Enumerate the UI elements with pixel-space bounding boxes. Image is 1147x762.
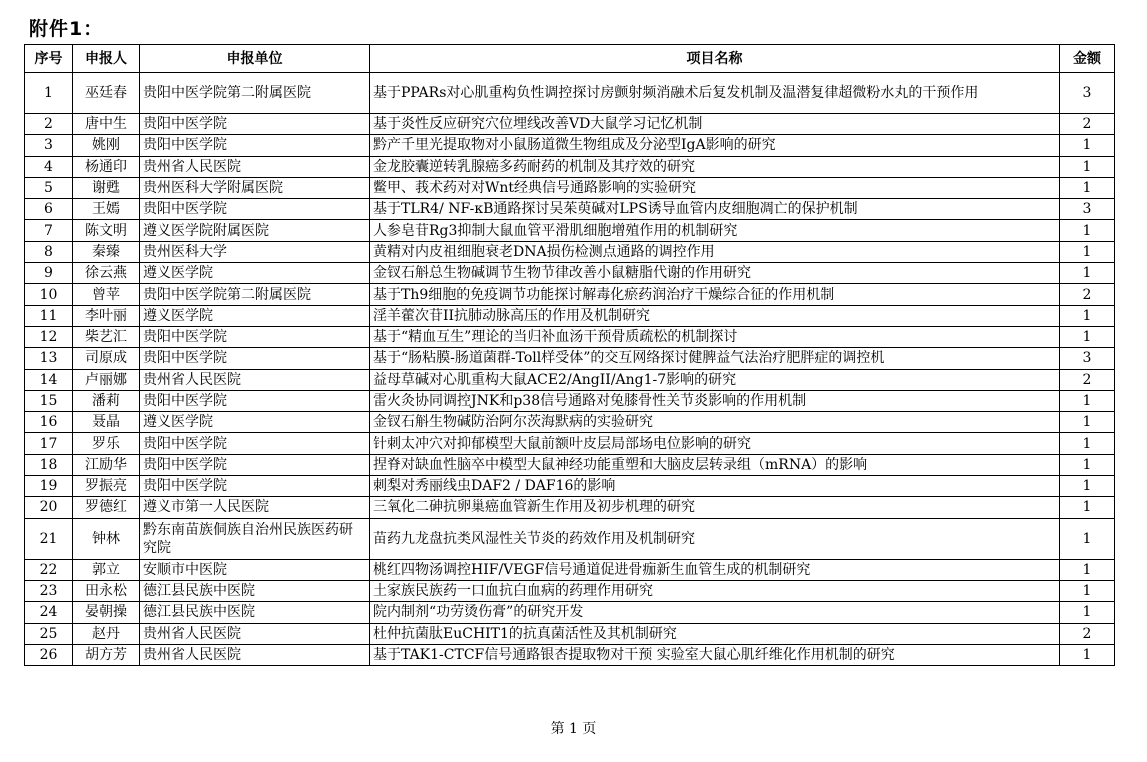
table-row	[25, 305, 1115, 326]
table-body	[25, 73, 1115, 666]
header-unit: 申报单位	[140, 45, 370, 73]
cell-applicant: 谢甦	[73, 177, 140, 198]
cell-no: 12	[25, 326, 73, 347]
table-row	[25, 135, 1115, 156]
cell-applicant: 田永松	[73, 580, 140, 601]
cell-unit: 贵阳中医学院	[140, 348, 370, 369]
cell-unit: 贵阳中医学院第二附属医院	[140, 284, 370, 305]
cell-project: 基于TAK1-CTCF信号通路银杏提取物对干预 实验室大鼠心肌纤维化作用机制的研究	[370, 644, 1060, 665]
cell-applicant: 司原成	[73, 348, 140, 369]
cell-amount: 3	[1060, 73, 1115, 114]
cell-no: 10	[25, 284, 73, 305]
cell-project: 杜仲抗菌肽EuCHIT1的抗真菌活性及其机制研究	[370, 623, 1060, 644]
table-row	[25, 390, 1115, 411]
cell-amount: 1	[1060, 177, 1115, 198]
page-number: 第 1 页	[550, 721, 597, 737]
cell-unit: 贵阳中医学院第二附属医院	[140, 73, 370, 114]
cell-no: 20	[25, 497, 73, 518]
cell-amount: 2	[1060, 369, 1115, 390]
cell-project: 刺梨对秀丽线虫DAF2 / DAF16的影响	[370, 476, 1060, 497]
cell-applicant: 曾苹	[73, 284, 140, 305]
cell-unit: 遵义医学院	[140, 263, 370, 284]
cell-applicant: 聂晶	[73, 412, 140, 433]
cell-unit: 贵阳中医学院	[140, 454, 370, 475]
cell-applicant: 姚刚	[73, 135, 140, 156]
cell-applicant: 柴艺汇	[73, 326, 140, 347]
cell-applicant: 胡方芳	[73, 644, 140, 665]
cell-project: 基于TLR4/ NF-κB通路探讨吴茱萸碱对LPS诱导血管内皮细胞凋亡的保护机制	[370, 199, 1060, 220]
cell-project: 鳖甲、莪术药对对Wnt经典信号通路影响的实验研究	[370, 177, 1060, 198]
cell-amount: 1	[1060, 497, 1115, 518]
cell-project: 基于Th9细胞的免疫调节功能探讨解毒化瘀药润治疗干燥综合征的作用机制	[370, 284, 1060, 305]
cell-no: 17	[25, 433, 73, 454]
cell-unit: 贵州省人民医院	[140, 644, 370, 665]
cell-no: 23	[25, 580, 73, 601]
cell-applicant: 郭立	[73, 559, 140, 580]
cell-project: 淫羊藿次苷II抗肺动脉高压的作用及机制研究	[370, 305, 1060, 326]
table-row	[25, 602, 1115, 623]
cell-unit: 贵州省人民医院	[140, 369, 370, 390]
cell-unit: 德江县民族中医院	[140, 602, 370, 623]
cell-amount: 1	[1060, 580, 1115, 601]
cell-project: 苗药九龙盘抗类风湿性关节炎的药效作用及机制研究	[370, 518, 1060, 559]
table-row	[25, 73, 1115, 114]
cell-applicant: 李叶丽	[73, 305, 140, 326]
table-row	[25, 263, 1115, 284]
cell-amount: 1	[1060, 156, 1115, 177]
table-row	[25, 518, 1115, 559]
table-row	[25, 580, 1115, 601]
cell-project: 捏脊对缺血性脑卒中模型大鼠神经功能重塑和大脑皮层转录组（mRNA）的影响	[370, 454, 1060, 475]
cell-applicant: 罗德红	[73, 497, 140, 518]
header-amount: 金额	[1060, 45, 1115, 73]
cell-no: 7	[25, 220, 73, 241]
cell-project: 基于“肠粘膜-肠道菌群-Toll样受体”的交互网络探讨健脾益气法治疗肥胖症的调控机	[370, 348, 1060, 369]
cell-unit: 贵州医科大学	[140, 241, 370, 262]
cell-project: 金龙胶囊逆转乳腺癌多药耐药的机制及其疗效的研究	[370, 156, 1060, 177]
cell-unit: 贵州省人民医院	[140, 623, 370, 644]
cell-applicant: 潘莉	[73, 390, 140, 411]
project-table	[24, 44, 1115, 666]
cell-no: 1	[25, 73, 73, 114]
cell-applicant: 唐中生	[73, 114, 140, 135]
table-row	[25, 497, 1115, 518]
cell-unit: 遵义医学院附属医院	[140, 220, 370, 241]
document-heading: 附件1：	[29, 18, 104, 40]
cell-no: 24	[25, 602, 73, 623]
cell-no: 18	[25, 454, 73, 475]
cell-applicant: 卢丽娜	[73, 369, 140, 390]
cell-project: 院内制剂“功劳烫伤膏”的研究开发	[370, 602, 1060, 623]
cell-applicant: 赵丹	[73, 623, 140, 644]
cell-no: 11	[25, 305, 73, 326]
header-no: 序号	[25, 45, 73, 73]
cell-project: 雷火灸协同调控JNK和p38信号通路对兔膝骨性关节炎影响的作用机制	[370, 390, 1060, 411]
cell-unit: 遵义医学院	[140, 305, 370, 326]
cell-no: 9	[25, 263, 73, 284]
cell-no: 25	[25, 623, 73, 644]
cell-amount: 1	[1060, 263, 1115, 284]
cell-no: 16	[25, 412, 73, 433]
cell-amount: 2	[1060, 284, 1115, 305]
cell-project: 桃红四物汤调控HIF/VEGF信号通道促进骨痂新生血管生成的机制研究	[370, 559, 1060, 580]
table-row	[25, 348, 1115, 369]
cell-unit: 德江县民族中医院	[140, 580, 370, 601]
cell-no: 3	[25, 135, 73, 156]
table-row	[25, 199, 1115, 220]
cell-project: 黔产千里光提取物对小鼠肠道微生物组成及分泌型IgA影响的研究	[370, 135, 1060, 156]
cell-applicant: 陈文明	[73, 220, 140, 241]
cell-amount: 1	[1060, 390, 1115, 411]
cell-no: 5	[25, 177, 73, 198]
header-project: 项目名称	[370, 45, 1060, 73]
cell-applicant: 罗乐	[73, 433, 140, 454]
header-applicant: 申报人	[73, 45, 140, 73]
cell-applicant: 徐云燕	[73, 263, 140, 284]
cell-unit: 贵阳中医学院	[140, 135, 370, 156]
cell-amount: 2	[1060, 114, 1115, 135]
cell-unit: 贵州医科大学附属医院	[140, 177, 370, 198]
cell-unit: 黔东南苗族侗族自治州民族医药研究院	[140, 518, 370, 559]
cell-amount: 2	[1060, 623, 1115, 644]
cell-no: 21	[25, 518, 73, 559]
cell-applicant: 秦臻	[73, 241, 140, 262]
table-header-row	[25, 45, 1115, 73]
cell-amount: 1	[1060, 220, 1115, 241]
cell-amount: 1	[1060, 518, 1115, 559]
cell-no: 6	[25, 199, 73, 220]
cell-no: 4	[25, 156, 73, 177]
table-row	[25, 623, 1115, 644]
cell-applicant: 巫廷春	[73, 73, 140, 114]
cell-project: 金钗石斛总生物碱调节生物节律改善小鼠糖脂代谢的作用研究	[370, 263, 1060, 284]
cell-unit: 贵阳中医学院	[140, 199, 370, 220]
cell-unit: 贵阳中医学院	[140, 476, 370, 497]
cell-unit: 遵义医学院	[140, 412, 370, 433]
cell-unit: 安顺市中医院	[140, 559, 370, 580]
table-row	[25, 412, 1115, 433]
cell-amount: 1	[1060, 433, 1115, 454]
cell-no: 8	[25, 241, 73, 262]
cell-project: 三氧化二砷抗卵巢癌血管新生作用及初步机理的研究	[370, 497, 1060, 518]
table-row	[25, 177, 1115, 198]
cell-amount: 1	[1060, 559, 1115, 580]
table-row	[25, 433, 1115, 454]
cell-applicant: 钟林	[73, 518, 140, 559]
cell-amount: 1	[1060, 241, 1115, 262]
cell-no: 22	[25, 559, 73, 580]
cell-amount: 3	[1060, 199, 1115, 220]
cell-amount: 1	[1060, 602, 1115, 623]
cell-amount: 1	[1060, 644, 1115, 665]
cell-no: 13	[25, 348, 73, 369]
cell-project: 基于“精血互生”理论的当归补血汤干预骨质疏松的机制探讨	[370, 326, 1060, 347]
cell-unit: 贵阳中医学院	[140, 326, 370, 347]
cell-unit: 贵阳中医学院	[140, 433, 370, 454]
table-row	[25, 114, 1115, 135]
cell-no: 26	[25, 644, 73, 665]
table-row	[25, 476, 1115, 497]
cell-applicant: 晏朝操	[73, 602, 140, 623]
cell-no: 15	[25, 390, 73, 411]
cell-applicant: 江励华	[73, 454, 140, 475]
table-row	[25, 220, 1115, 241]
cell-amount: 1	[1060, 305, 1115, 326]
cell-no: 2	[25, 114, 73, 135]
cell-applicant: 王嫣	[73, 199, 140, 220]
cell-applicant: 罗振亮	[73, 476, 140, 497]
cell-amount: 1	[1060, 135, 1115, 156]
cell-applicant: 杨通印	[73, 156, 140, 177]
cell-project: 针刺太冲穴对抑郁模型大鼠前额叶皮层局部场电位影响的研究	[370, 433, 1060, 454]
table-row	[25, 369, 1115, 390]
cell-amount: 3	[1060, 348, 1115, 369]
cell-amount: 1	[1060, 454, 1115, 475]
table-row	[25, 284, 1115, 305]
cell-project: 金钗石斛生物碱防治阿尔茨海默病的实验研究	[370, 412, 1060, 433]
cell-project: 基于炎性反应研究穴位埋线改善VD大鼠学习记忆机制	[370, 114, 1060, 135]
table-row	[25, 156, 1115, 177]
cell-amount: 1	[1060, 326, 1115, 347]
cell-amount: 1	[1060, 476, 1115, 497]
cell-no: 14	[25, 369, 73, 390]
cell-unit: 遵义市第一人民医院	[140, 497, 370, 518]
cell-project: 益母草碱对心肌重构大鼠ACE2/AngII/Ang1-7影响的研究	[370, 369, 1060, 390]
table-row	[25, 644, 1115, 665]
table-row	[25, 454, 1115, 475]
cell-project: 土家族民族药一口血抗白血病的药理作用研究	[370, 580, 1060, 601]
table-row	[25, 241, 1115, 262]
cell-unit: 贵阳中医学院	[140, 114, 370, 135]
cell-project: 人参皂苷Rg3抑制大鼠血管平滑肌细胞增殖作用的机制研究	[370, 220, 1060, 241]
cell-unit: 贵州省人民医院	[140, 156, 370, 177]
cell-unit: 贵阳中医学院	[140, 390, 370, 411]
table-row	[25, 326, 1115, 347]
cell-amount: 1	[1060, 412, 1115, 433]
cell-project: 基于PPARs对心肌重构负性调控探讨房颤射频消融术后复发机制及温潜复律超微粉水丸的干预作用	[370, 73, 1060, 114]
cell-project: 黄精对内皮祖细胞衰老DNA损伤检测点通路的调控作用	[370, 241, 1060, 262]
cell-no: 19	[25, 476, 73, 497]
table-row	[25, 559, 1115, 580]
